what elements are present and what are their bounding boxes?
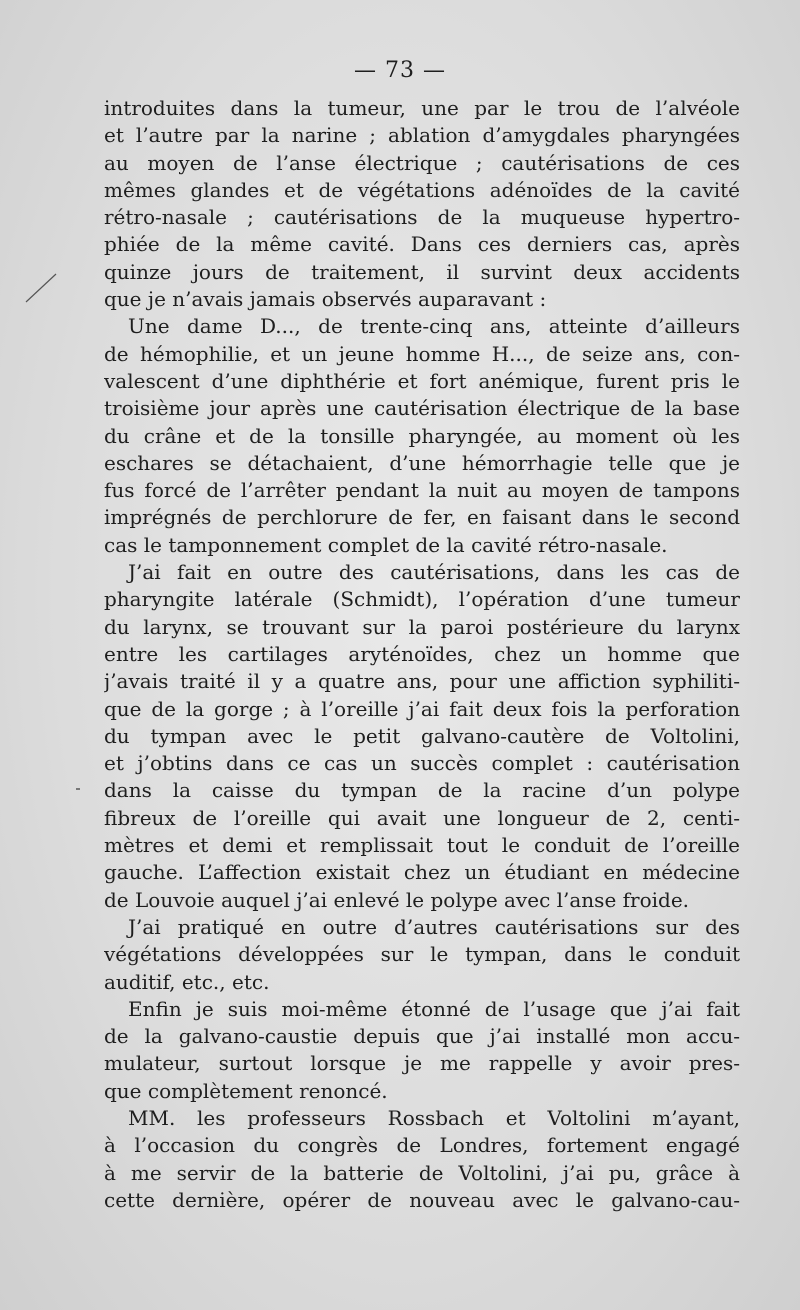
margin-pencil-mark <box>22 268 62 308</box>
text-line: MM. les professeurs Rossbach et Voltolini m’ayant, <box>128 1105 740 1130</box>
text-line: et j’obtins dans ce cas un succès complet : cautérisation <box>104 751 740 776</box>
text-line: fus forcé de l’arrêter pendant la nuit au moyen de tampons <box>104 478 740 503</box>
text-line: J’ai fait en outre des cautérisations, dans les cas de <box>128 560 740 585</box>
text-line: de Louvoie auquel j’ai enlevé le polype avec l’anse froide. <box>104 887 690 912</box>
text-line: j’avais traité il y a quatre ans, pour une affiction syphiliti- <box>104 669 740 694</box>
text-line: et l’autre par la narine ; ablation d’amygdales pharyngées <box>104 123 740 148</box>
text-line: eschares se détachaient, d’une hémorrhagie telle que je <box>104 450 740 475</box>
body-text <box>104 95 740 1214</box>
text-line: cas le tamponnement complet de la cavité rétro-nasale. <box>104 532 668 557</box>
text-line: gauche. L’affection existait chez un étudiant en médecine <box>104 860 740 885</box>
text-line: à me servir de la batterie de Voltolini, j’ai pu, grâce à <box>104 1160 740 1185</box>
paragraph <box>104 996 740 1105</box>
text-line: quinze jours de traitement, il survint deux accidents <box>104 259 740 284</box>
text-line: de hémophilie, et un jeune homme H..., de seize ans, con- <box>104 341 740 366</box>
page-number: — 73 — <box>354 58 446 83</box>
text-line: du crâne et de la tonsille pharyngée, au moment où les <box>104 423 740 448</box>
text-line: mêmes glandes et de végétations adénoïdes de la cavité <box>104 177 740 202</box>
text-line: dans la caisse du tympan de la racine d’un polype <box>104 778 740 803</box>
text-line: que je n’avais jamais observés auparavant : <box>104 287 547 312</box>
text-line: phiée de la même cavité. Dans ces derniers cas, après <box>104 232 740 257</box>
text-line: imprégnés de perchlorure de fer, en faisant dans le second <box>104 505 740 530</box>
text-line: au moyen de l’anse électrique ; cautérisations de ces <box>104 150 740 175</box>
paragraph <box>104 914 740 996</box>
text-line: végétations développées sur le tympan, dans le conduit <box>104 942 740 967</box>
text-line: pharyngite latérale (Schmidt), l’opération d’une tumeur <box>104 587 740 612</box>
text-line: que complètement renoncé. <box>104 1078 388 1103</box>
text-line: J’ai pratiqué en outre d’autres cautérisations sur des <box>128 914 740 939</box>
text-line: fibreux de l’oreille qui avait une longueur de 2, centi- <box>104 805 740 830</box>
paragraph <box>104 1105 740 1214</box>
text-line: valescent d’une diphthérie et fort anémique, furent pris le <box>104 368 740 393</box>
text-line: auditif, etc., etc. <box>104 969 270 994</box>
text-line: cette dernière, opérer de nouveau avec le galvano-cau- <box>104 1187 740 1212</box>
text-line: rétro-nasale ; cautérisations de la muqueuse hypertro- <box>104 205 740 230</box>
paragraph <box>104 95 740 313</box>
text-line: entre les cartilages aryténoïdes, chez un homme que <box>104 641 740 666</box>
text-line: du larynx, se trouvant sur la paroi postérieure du larynx <box>104 614 740 639</box>
margin-speck <box>76 788 80 790</box>
text-line: de la galvano-caustie depuis que j’ai installé mon accu- <box>104 1024 740 1049</box>
text-line: à l’occasion du congrès de Londres, fortement engagé <box>104 1133 740 1158</box>
text-line: troisième jour après une cautérisation électrique de la base <box>104 396 740 421</box>
paragraph <box>104 559 740 914</box>
text-line: que de la gorge ; à l’oreille j’ai fait deux fois la perforation <box>104 696 740 721</box>
text-line: introduites dans la tumeur, une par le trou de l’alvéole <box>104 96 740 120</box>
text-line: Enfin je suis moi-même étonné de l’usage que j’ai fait <box>128 996 740 1021</box>
text-line: du tympan avec le petit galvano-cautère de Voltolini, <box>104 723 740 748</box>
text-line: mètres et demi et remplissait tout le conduit de l’oreille <box>104 833 740 858</box>
text-line: Une dame D..., de trente-cinq ans, atteinte d’ailleurs <box>128 314 740 339</box>
text-line: mulateur, surtout lorsque je me rappelle y avoir pres- <box>104 1051 740 1076</box>
paragraph <box>104 313 740 559</box>
